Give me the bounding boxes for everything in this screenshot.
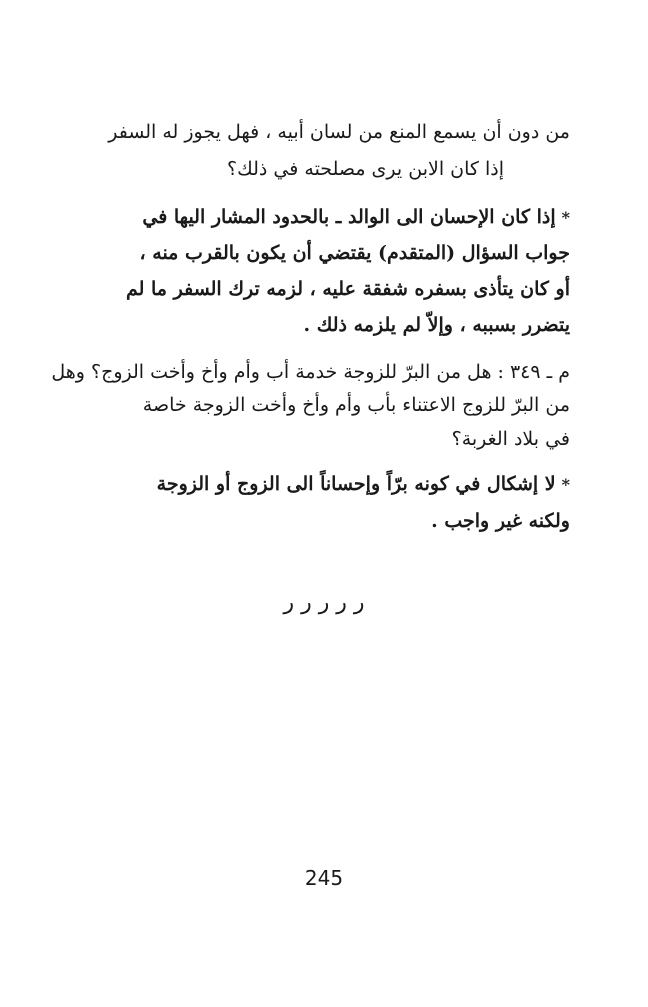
question-2-line-1: م ـ ٣٤٩ : هل من البرّ للزوجة خدمة أب وأم وأخ وأخت الزوج؟ وهل: [51, 361, 570, 383]
answer-marker-icon: *: [561, 208, 570, 227]
answer-marker-icon: *: [561, 475, 570, 494]
answer-1-line-3: أو كان يتأذى بسفره شفقة عليه ، لزمه ترك السفر ما لم: [125, 278, 570, 300]
answer-1-line-2: جواب السؤال (المتقدم) يقتضي أن يكون بالقرب منه ،: [139, 242, 570, 264]
page-number: 245: [304, 866, 344, 890]
answer-2-line-2: ولكنه غير واجب .: [431, 510, 570, 532]
answer-2-line-1: [157, 475, 570, 494]
question-2-line-2: من البرّ للزوج الاعتناء بأب وأم وأخ وأخت الزوجة خاصة: [142, 394, 570, 416]
answer-1-line-4: يتضرر بسببه ، وإلاّ لم يلزمه ذلك .: [303, 314, 570, 336]
question-2-line-3: في بلاد الغربة؟: [451, 428, 570, 450]
answer-1-line-1-text: إذا كان الإحسان الى الوالد ـ بالحدود المشار اليها في: [142, 206, 556, 228]
question-1-line-2: إذا كان الابن يرى مصلحته في ذلك؟: [227, 158, 504, 180]
answer-2-line-1-text: لا إشكال في كونه برّاً وإحساناً الى الزوج أو الزوجة: [156, 473, 556, 495]
answer-1-line-1: [142, 208, 570, 227]
question-1-line-1: من دون أن يسمع المنع من لسان أبيه ، فهل يجوز له السفر: [108, 121, 570, 143]
section-divider-ornament: ر ر ر ر ر: [283, 590, 365, 615]
